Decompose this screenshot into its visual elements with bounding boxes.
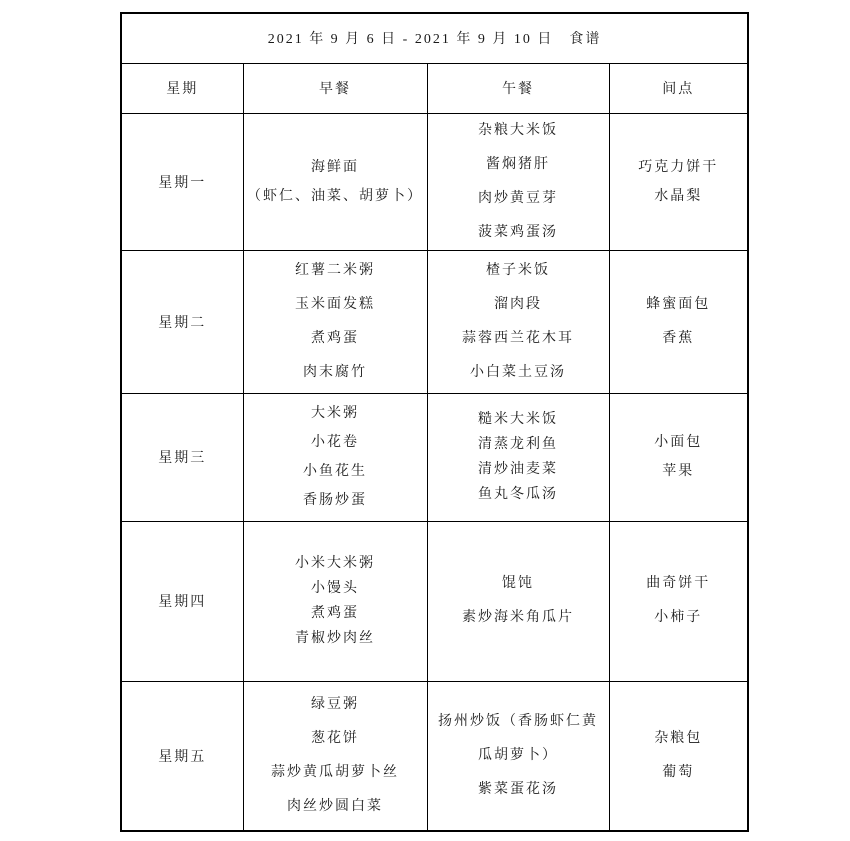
menu-item: 紫菜蛋花汤 xyxy=(478,781,558,797)
header-snack: 间点 xyxy=(609,63,748,113)
menu-item: 葱花饼 xyxy=(311,730,359,746)
title-row xyxy=(121,13,748,63)
menu-item: 香蕉 xyxy=(662,330,695,346)
header-lunch: 午餐 xyxy=(427,63,609,113)
menu-item: 素炒海米角瓜片 xyxy=(462,610,574,625)
snack-cell xyxy=(609,393,748,521)
menu-item: 小白菜土豆汤 xyxy=(470,364,566,380)
menu-item: 楂子米饭 xyxy=(486,262,550,278)
menu-item: 扬州炒饭（香肠虾仁黄 xyxy=(438,713,598,729)
day-cell: 星期五 xyxy=(121,681,243,831)
menu-item: 菠菜鸡蛋汤 xyxy=(478,224,558,240)
day-cell: 星期三 xyxy=(121,393,243,521)
menu-item: 馄饨 xyxy=(502,576,534,591)
menu-item: 杂粮包 xyxy=(654,730,703,746)
menu-item: 小米大米粥 xyxy=(295,556,375,571)
snack-cell xyxy=(609,250,748,393)
page-title: 2021 年 9 月 6 日 - 2021 年 9 月 10 日 食谱 xyxy=(121,13,748,63)
snack-cell xyxy=(609,681,748,831)
day-cell: 星期一 xyxy=(121,113,243,250)
menu-item: 小鱼花生 xyxy=(303,464,367,479)
menu-item: 清炒油麦菜 xyxy=(478,462,558,477)
menu-item: 鱼丸冬瓜汤 xyxy=(478,487,558,502)
breakfast-cell xyxy=(243,393,427,521)
menu-item: 蒜蓉西兰花木耳 xyxy=(462,330,574,346)
menu-item: 肉末腐竹 xyxy=(303,364,367,380)
day-cell: 星期二 xyxy=(121,250,243,393)
lunch-cell xyxy=(427,113,609,250)
menu-item: 小柿子 xyxy=(654,610,703,625)
menu-item: 海鲜面 xyxy=(311,159,359,175)
breakfast-cell xyxy=(243,521,427,681)
menu-item: （虾仁、油菜、胡萝卜） xyxy=(247,188,423,204)
menu-item: 玉米面发糕 xyxy=(295,296,375,312)
menu-item: 香肠炒蛋 xyxy=(303,493,367,508)
snack-cell xyxy=(609,521,748,681)
menu-item: 蒜炒黄瓜胡萝卜丝 xyxy=(271,764,399,780)
menu-item: 蜂蜜面包 xyxy=(646,296,711,312)
menu-item: 溜肉段 xyxy=(494,296,542,312)
menu-table xyxy=(120,12,749,832)
menu-item: 曲奇饼干 xyxy=(646,576,711,591)
breakfast-cell xyxy=(243,250,427,393)
menu-item: 杂粮大米饭 xyxy=(478,122,558,138)
menu-item: 煮鸡蛋 xyxy=(311,606,359,621)
menu-item: 清蒸龙利鱼 xyxy=(478,437,558,452)
menu-item: 青椒炒肉丝 xyxy=(295,631,375,646)
menu-item: 酱焖猪肝 xyxy=(486,156,550,172)
breakfast-cell xyxy=(243,113,427,250)
menu-item: 小面包 xyxy=(654,435,703,450)
menu-item: 大米粥 xyxy=(311,406,359,421)
menu-row-thursday xyxy=(121,521,748,681)
menu-item: 肉炒黄豆芽 xyxy=(478,190,558,206)
breakfast-cell xyxy=(243,681,427,831)
header-day: 星期 xyxy=(121,63,243,113)
lunch-cell xyxy=(427,393,609,521)
menu-item: 小花卷 xyxy=(311,435,359,450)
header-row xyxy=(121,63,748,113)
menu-item: 小馒头 xyxy=(311,581,359,596)
menu-item: 糙米大米饭 xyxy=(478,412,558,427)
menu-item: 水晶梨 xyxy=(654,188,703,204)
menu-row-monday xyxy=(121,113,748,250)
menu-item: 肉丝炒圆白菜 xyxy=(287,798,383,814)
lunch-cell xyxy=(427,250,609,393)
header-breakfast: 早餐 xyxy=(243,63,427,113)
menu-item: 苹果 xyxy=(662,464,695,479)
menu-item: 瓜胡萝卜） xyxy=(478,747,558,763)
menu-item: 巧克力饼干 xyxy=(638,159,719,175)
menu-row-friday xyxy=(121,681,748,831)
menu-row-tuesday xyxy=(121,250,748,393)
menu-item: 煮鸡蛋 xyxy=(311,330,359,346)
snack-cell xyxy=(609,113,748,250)
lunch-cell xyxy=(427,681,609,831)
day-cell: 星期四 xyxy=(121,521,243,681)
menu-item: 红薯二米粥 xyxy=(295,262,375,278)
menu-row-wednesday xyxy=(121,393,748,521)
menu-item: 葡萄 xyxy=(662,764,695,780)
menu-item: 绿豆粥 xyxy=(311,696,359,712)
lunch-cell xyxy=(427,521,609,681)
